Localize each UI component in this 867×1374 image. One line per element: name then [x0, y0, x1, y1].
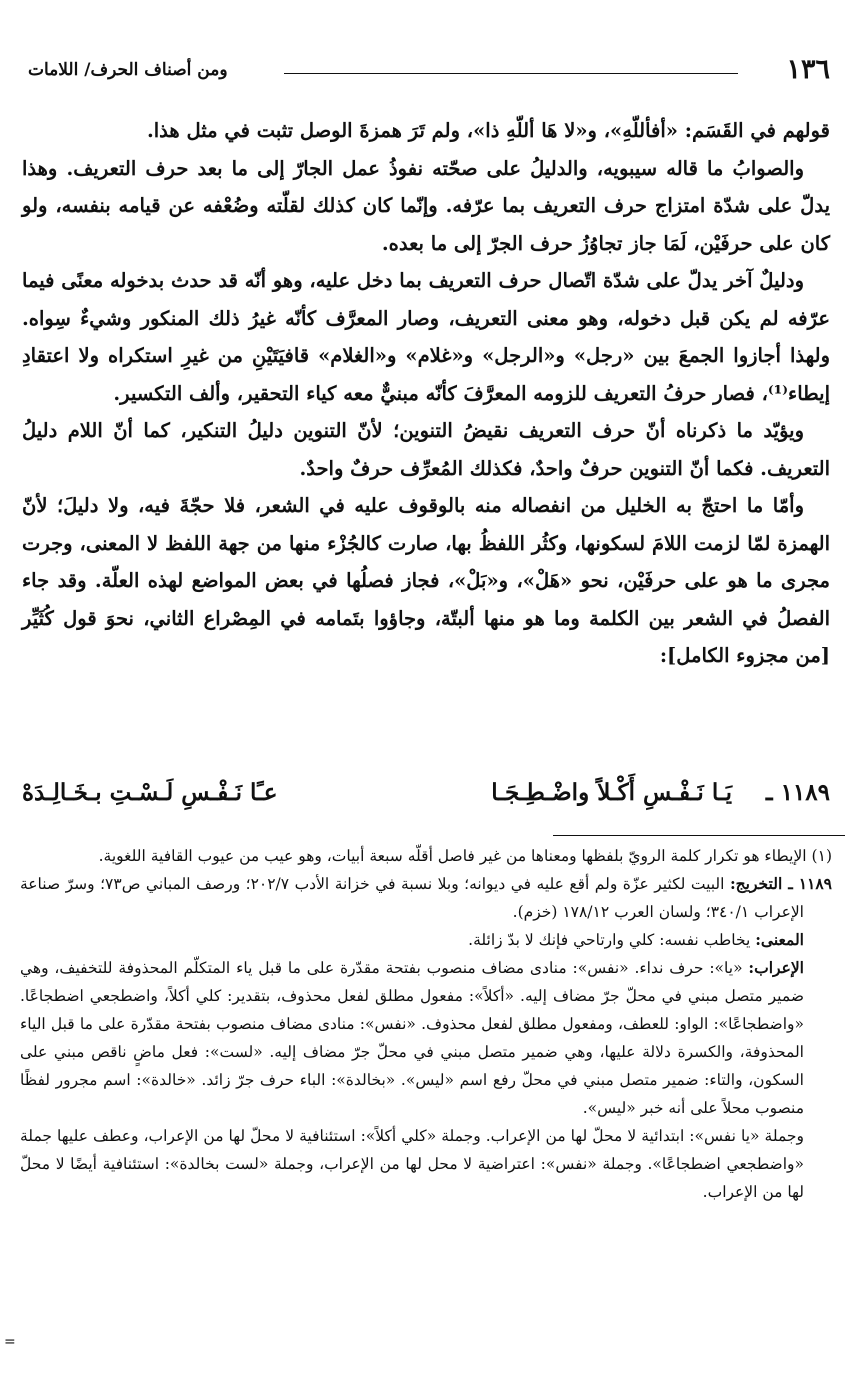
paragraph: ويؤيّد ما ذكرناه أنّ حرف التعريف نقيضُ التنوين؛ لأنّ التنوين دليلُ التنكير، كما أنّ اللام دليلُ التعريف. فكما أنّ التنوين حرفٌ واحدٌ، فكذلك المُعرِّف حرفٌ واحدٌ. — [22, 419, 830, 480]
main-text — [22, 112, 830, 675]
verse-number: ١١٨٩ ـ — [765, 779, 830, 806]
verse-second-hemistich: عـًا نَـفْـسِ لَـسْـتِ بـخَـالِـدَهْ — [22, 779, 278, 806]
paragraph: وأمّا ما احتجّ به الخليل من انفصاله منه بالوقوف عليه في الشعر، فلا حجّةَ فيه، ولا دليلَ؛ لأنّ الهمزة لمّا لزمت اللامَ لسكونها، وكثُر اللفظُ بها، صارت كالجُزْء منها من جهة اللفظ لا المعنى، وجرت مجرى ما هو على حرفَيْن، نحو «هَلْ»، و«بَلْ»، فجاز فصلُها في بعض المواضع لهذه العلّة. وقد جاء الفصلُ في الشعر بين الكلمة وما هو منها ألبتّة، وجاؤوا بتَمامه في المِصْراع الثاني، نحوَ قول كُثَيِّر [من مجزوء الكامل]: — [22, 494, 830, 667]
verse-first-hemistich: يَـا نَـفْـسِ أَكْـلاً واضْـطِـجَـا — [491, 779, 732, 806]
takhrij-note — [20, 870, 832, 926]
parsing-text: «يا»: حرف نداء. «نفس»: منادى مضاف منصوب بفتحة مقدّرة على ما قبل ياء المتكلّم المحذوفة للتخفيف، وهي ضمير متصل مبني في محلّ جرّ مضاف إليه. «أكلاً»: مفعول مطلق لفعل محذوف، بتقدير: كلي أكلاً، واضطجعي اضطجاعًا. «واضطجاعًا»: الواو: للعطف، ومفعول مطلق لفعل محذوف. «نفس»: منادى مضاف منصوب بفتحة مقدّرة على ما قبل الياء المحذوفة، والكسرة دلالة عليها، وهي ضمير متصل مبني في محلّ جرّ مضاف إليه. «لست»: فعل ماضٍ ناقص مبني على السكون، والتاء: ضمير متصل مبني في محلّ رفع اسم «ليس». «بخالدة»: الباء حرف جرّ زائد. «خالدة»: اسم مجرور لفظًا منصوب محلاً على أنه خبر «ليس». — [20, 959, 804, 1117]
footnote-marker: (١) — [811, 847, 832, 865]
footnotes — [20, 842, 832, 1206]
parsing-note — [20, 954, 832, 1122]
poetry-verse — [22, 770, 830, 816]
header-rule — [284, 73, 738, 74]
paragraph: والصوابُ ما قاله سيبويه، والدليلُ على صحّته نفوذُ عمل الجارّ إلى ما بعد حرف التعريف. وهذا يدلّ على شدّة امتزاج حرف التعريف بما عرّفه. وإنّما كان كذلك لقلّته وضُعْفه عن قيامه بنفسه، ولو كان على حرفَيْن، لَمَا جاز تجاوُزُ حرف الجرّ إلى ما بعده. — [22, 156, 830, 255]
footnote-text: الإيطاء هو تكرار كلمة الرويّ بلفظها ومعناها من غير فاصل أقلّه سبعة أبيات، وهو عيب من عيوب القافية اللغوية. — [98, 847, 807, 865]
parsing-label: الإعراب: — [748, 958, 804, 977]
footnote — [20, 842, 832, 870]
meaning-note — [20, 926, 832, 954]
sentences-note: وجملة «يا نفس»: ابتدائية لا محلّ لها من الإعراب. وجملة «كلي أكلاً»: استئنافية لا محلّ لها من الإعراب، وعطف عليها جملة «واضطجعي اضطجاعًا». وجملة «نفس»: اعتراضية لا محل لها من الإعراب، وجملة «لست بخالدة»: استئنافية أيضًا لا محلّ لها من الإعراب. — [20, 1127, 804, 1201]
takhrij-label: ١١٨٩ ـ التخريج: — [729, 874, 832, 893]
running-title: ومن أصناف الحرف/ اللامات — [28, 60, 228, 80]
takhrij-text: البيت لكثير عزّة ولم أقع عليه في ديوانه؛ وبلا نسبة في خزانة الأدب ٢٠٢/٧؛ ورصف المباني ص٧٣؛ وسرّ صناعة الإعراب ٣٤٠/١؛ ولسان العرب ١٧٨/١٢ (خزم). — [20, 875, 804, 921]
footnote-separator — [553, 835, 845, 836]
page-number: ١٣٦ — [786, 54, 830, 85]
paragraph: قولهم في القَسَم: «أفأللّهِ»، و«لا هَا أللّهِ ذا»، ولم تَرَ همزةَ الوصل تثبت في مثل هذا. — [146, 119, 830, 142]
page-header — [22, 52, 830, 88]
paragraph: ودليلٌ آخر يدلّ على شدّة اتّصال حرف التعريف بما دخل عليه، وهو أنّه قد حدث بدخوله معنًى فيما عرّفه لم يكن قبل دخوله، وهو معنى التعريف، وصار المعرَّف كأنّه غيرُ ذلك المنكور وشيءٌ سِواه. ولهذا أجازوا الجمعَ بين «رجل» و«الرجل» و«غلام» و«الغلام» قافيَتَيْنِ من غيرِ استكراه ولا اعتقادِ إيطاء⁽¹⁾، فصار حرفُ التعريف للزومه المعرَّفَ كأنّه مبنيٌّ معه كياء التحقير، وألف التكسير. — [22, 269, 830, 405]
margin-mark: = — [4, 1334, 16, 1350]
meaning-text: يخاطب نفسه: كلي وارتاحي فإنك لا بدّ زائلة. — [468, 931, 751, 949]
meaning-label: المعنى: — [755, 930, 804, 949]
